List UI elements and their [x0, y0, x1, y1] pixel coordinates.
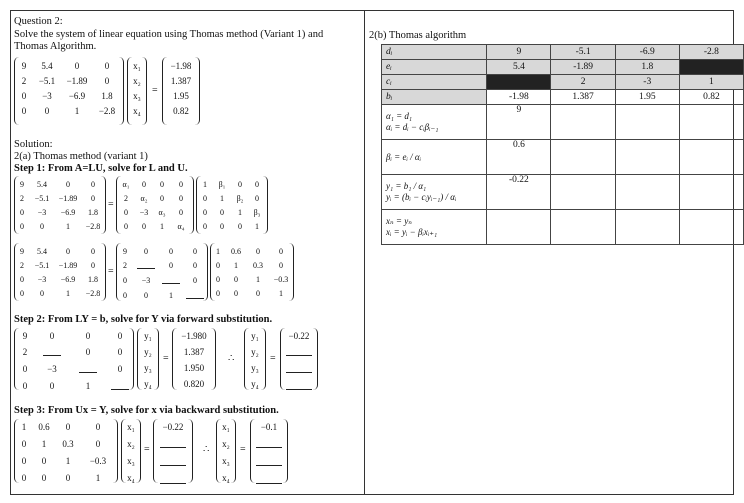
question-title: Question 2: — [14, 16, 63, 27]
matrix-cell — [106, 381, 134, 393]
matrix-cell: x₂ — [127, 439, 135, 449]
matrix-cell: −6.9 — [60, 275, 76, 284]
answer-blank — [160, 457, 186, 466]
step2-y-result-grid — [281, 331, 317, 393]
matrix-cell: 2 — [20, 261, 24, 270]
matrix-cell — [159, 275, 183, 287]
matrix-cell: −0.22 — [288, 331, 310, 341]
table-cell: -1.98 — [487, 90, 551, 105]
matrix-cell: −1.98 — [170, 61, 192, 71]
matrix-cell: 1.8 — [88, 275, 98, 284]
matrix-cell: 5.4 — [37, 180, 47, 189]
matrix-cell: α₄ — [177, 222, 185, 231]
matrix-cell: 0 — [21, 439, 27, 449]
matrix-cell: 1 — [169, 291, 173, 300]
matrix-cell — [70, 364, 106, 376]
matrix-cell: α₃ — [158, 208, 166, 217]
matrix-cell: x₁ — [127, 422, 135, 432]
table-cell: -3 — [615, 75, 679, 90]
table-cell — [615, 210, 679, 245]
matrix-cell: x₄ — [222, 473, 230, 483]
matrix-cell: 9 — [21, 61, 27, 71]
table-cell: -5.1 — [551, 45, 615, 60]
step2-y-labels-grid — [245, 331, 265, 390]
matrix-cell: 0 — [74, 61, 80, 71]
matrix-cell: x₂ — [133, 76, 141, 86]
matrix-cell: 0.82 — [173, 106, 189, 116]
matrix-cell: −5.1 — [34, 194, 50, 203]
matrix-cell: 0 — [203, 222, 207, 231]
table-cell — [551, 140, 615, 175]
table-cell — [679, 140, 743, 175]
matrix-cell: −3 — [37, 275, 47, 284]
matrix-cell: 0 — [117, 347, 123, 357]
matrix-cell: 1 — [256, 275, 260, 284]
matrix-cell — [281, 347, 317, 359]
matrix-cell: 0 — [179, 208, 183, 217]
answer-blank — [286, 364, 312, 373]
matrix-cell: −3 — [141, 276, 151, 285]
row-label: eᵢ — [382, 60, 487, 75]
matrix-cell: x₁ — [222, 422, 230, 432]
matrix-cell: 0 — [144, 291, 148, 300]
question-line-2: Thomas Algorithm. — [14, 41, 97, 52]
matrix-cell: β₃ — [253, 208, 261, 217]
matrix-cell — [281, 364, 317, 376]
matrix-A-grid — [16, 61, 122, 117]
table-cell: 1 — [679, 75, 743, 90]
matrix-cell — [183, 290, 207, 302]
formula-cell: y₁ = b₁ / α₁ yᵢ = (bᵢ − cᵢyᵢ₋₁) / αᵢ — [382, 175, 487, 210]
matrix-cell: 0 — [255, 180, 259, 189]
matrix-cell: 0 — [123, 276, 127, 285]
table-cell — [679, 175, 743, 210]
table-cell — [679, 210, 743, 245]
matrix-cell: 0 — [179, 180, 183, 189]
matrix-cell: −6.9 — [68, 91, 86, 101]
step2-matrix-L-grid — [16, 331, 134, 393]
answer-blank — [43, 347, 61, 356]
thomas-table — [381, 44, 744, 245]
matrix-cell: 1.8 — [88, 208, 98, 217]
matrix-cell: x₁ — [133, 61, 141, 71]
matrix-cell: 0 — [160, 180, 164, 189]
answer-blank — [162, 275, 180, 284]
matrix-cell — [251, 439, 287, 451]
matrix-cell — [34, 347, 70, 359]
matrix-cell: 0 — [234, 275, 238, 284]
step3-x-result-grid — [251, 422, 287, 487]
matrix-cell: 2 — [22, 347, 28, 357]
table-cell: 1.8 — [615, 60, 679, 75]
matrix-cell: 0 — [40, 222, 44, 231]
matrix-cell: β₂ — [236, 194, 244, 203]
matrix-cell: −0.22 — [162, 422, 184, 432]
matrix-cell: 0 — [22, 381, 28, 391]
matrix-cell: 2 — [21, 76, 27, 86]
table-row — [382, 60, 744, 75]
matrix-cell: 0 — [91, 247, 95, 256]
table-cell: 0.6 — [487, 140, 551, 175]
matrix-cell: 1 — [95, 473, 101, 483]
matrix-cell: −3 — [139, 208, 149, 217]
matrix-cell: −0.3 — [273, 275, 289, 284]
table-cell — [551, 210, 615, 245]
matrix-cell: 1.950 — [183, 363, 205, 373]
matrix-cell: 0 — [220, 208, 224, 217]
matrix-cell: 0 — [91, 180, 95, 189]
matrix-cell: −2.8 — [98, 106, 116, 116]
matrix-cell — [154, 475, 192, 487]
matrix-cell: y₃ — [251, 363, 259, 373]
matrix-cell: −1.980 — [181, 331, 207, 341]
matrix-cell: α₁ — [122, 180, 130, 189]
matrix-cell: 0 — [91, 194, 95, 203]
matrix-cell: −5.1 — [38, 76, 56, 86]
matrix-cell: 0.3 — [253, 261, 263, 270]
matrix-cell: 0 — [21, 91, 27, 101]
matrix-cell: 1 — [220, 194, 224, 203]
matrix-cell: y₄ — [144, 379, 152, 389]
matrix-cell: 0 — [124, 222, 128, 231]
answer-blank — [160, 475, 186, 484]
formula-row — [382, 105, 744, 140]
matrix-cell: 5.4 — [41, 61, 53, 71]
matrix-cell: 9 — [22, 331, 28, 341]
matrix-cell: 1 — [65, 456, 71, 466]
matrix-cell: 1 — [66, 222, 70, 231]
matrix-cell — [281, 381, 317, 393]
matrix-cell: 0 — [104, 76, 110, 86]
answer-blank — [256, 457, 282, 466]
matrix-cell: 0 — [238, 180, 242, 189]
matrix-cell: 1 — [216, 247, 220, 256]
matrix-U-symbolic-grid — [197, 179, 265, 232]
step2-vector-y-grid — [138, 331, 158, 390]
matrix-cell: −2.8 — [85, 222, 101, 231]
formula-cell: βᵢ = eᵢ / αᵢ — [382, 140, 487, 175]
matrix-cell: 1 — [21, 422, 27, 432]
part-b-title: 2(b) Thomas algorithm — [369, 30, 467, 41]
matrix-cell: 0 — [256, 289, 260, 298]
matrix-cell: 0 — [279, 261, 283, 270]
matrix-cell: 1.387 — [183, 347, 205, 357]
table-cell — [615, 140, 679, 175]
table-row — [382, 75, 744, 90]
matrix-cell: 0.6 — [231, 247, 241, 256]
matrix-cell: y₂ — [251, 347, 259, 357]
matrix-cell: 0 — [169, 261, 173, 270]
answer-blank — [256, 475, 282, 484]
row-label: cᵢ — [382, 75, 487, 90]
matrix-cell: 0 — [21, 456, 27, 466]
matrix-cell — [251, 457, 287, 469]
matrix-cell: 0 — [142, 180, 146, 189]
matrix-cell: 0 — [160, 194, 164, 203]
formula-cell: xₙ = yₙ xᵢ = yᵢ − βᵢxᵢ₊₁ — [382, 210, 487, 245]
matrix-cell: 1 — [234, 261, 238, 270]
matrix-cell: 0 — [123, 291, 127, 300]
matrix-cell: 0.3 — [62, 439, 74, 449]
matrix-L-numeric-grid — [117, 246, 207, 302]
formula-cell: α₁ = d₁ αᵢ = dᵢ − cᵢβᵢ₋₁ — [382, 105, 487, 140]
matrix-cell: 0 — [21, 106, 27, 116]
matrix-cell: x₃ — [222, 456, 230, 466]
answer-blank — [79, 364, 97, 373]
matrix-cell: 2 — [123, 261, 127, 270]
table-cell: -2.8 — [679, 45, 743, 60]
matrix-cell: 0 — [41, 456, 47, 466]
step3-x-labels-grid — [217, 422, 235, 484]
step-3-heading: Step 3: From Ux = Y, solve for x via backward substitution. — [14, 405, 279, 416]
matrix-cell: 0 — [142, 222, 146, 231]
matrix-cell: y₂ — [144, 347, 152, 357]
row-label: dᵢ — [382, 45, 487, 60]
matrix-cell: 0 — [117, 364, 123, 374]
step-1-heading: Step 1: From A=LU, solve for L and U. — [14, 163, 188, 174]
matrix-cell: y₁ — [251, 331, 259, 341]
formula-row — [382, 140, 744, 175]
matrix-cell: 0 — [44, 106, 50, 116]
matrix-cell: 0 — [85, 331, 91, 341]
part-a-heading: 2(a) Thomas method (variant 1) — [14, 151, 148, 162]
step-2-heading: Step 2: From LY = b, solve for Y via forward substitution. — [14, 314, 273, 325]
matrix-cell: 0 — [179, 194, 183, 203]
matrix-cell — [133, 260, 159, 272]
matrix-cell: 0 — [216, 261, 220, 270]
matrix-cell: 0 — [49, 331, 55, 341]
matrix-cell: −1.89 — [66, 76, 88, 86]
step1-matrix-A-grid — [15, 179, 105, 232]
step2-vector-b-grid — [173, 331, 215, 390]
answer-blank — [286, 381, 312, 390]
matrix-cell: 0 — [66, 247, 70, 256]
matrix-cell: 1 — [160, 222, 164, 231]
table-cell: 1.387 — [551, 90, 615, 105]
column-divider — [364, 11, 365, 494]
matrix-cell: 9 — [20, 180, 24, 189]
matrix-cell: x₄ — [127, 473, 135, 483]
matrix-cell: 0 — [279, 247, 283, 256]
matrix-cell: 0 — [65, 422, 71, 432]
matrix-cell: 0 — [22, 364, 28, 374]
question-line-1: Solve the system of linear equation using Thomas method (Variant 1) and — [14, 29, 324, 40]
matrix-cell: −1.89 — [58, 194, 78, 203]
matrix-cell: 1 — [74, 106, 80, 116]
matrix-cell: −3 — [37, 208, 47, 217]
matrix-cell: 0 — [220, 222, 224, 231]
matrix-cell: 0 — [234, 289, 238, 298]
matrix-cell: 0 — [66, 180, 70, 189]
matrix-cell: −0.1 — [260, 422, 278, 432]
table-row — [382, 45, 744, 60]
matrix-cell: −2.8 — [85, 289, 101, 298]
matrix-cell: 0 — [49, 381, 55, 391]
matrix-cell: x₄ — [133, 106, 141, 116]
matrix-cell: 0 — [85, 347, 91, 357]
matrix-cell: 0 — [203, 208, 207, 217]
table-cell: 9 — [487, 105, 551, 140]
matrix-cell: 0 — [65, 473, 71, 483]
table-cell: -0.22 — [487, 175, 551, 210]
matrix-cell: 1 — [85, 381, 91, 391]
answer-blank — [256, 439, 282, 448]
matrix-cell: 9 — [123, 247, 127, 256]
matrix-cell: 0 — [20, 222, 24, 231]
matrix-cell: x₂ — [222, 439, 230, 449]
matrix-cell — [154, 457, 192, 469]
table-row — [382, 90, 744, 105]
matrix-cell: x₃ — [133, 91, 141, 101]
answer-blank — [111, 381, 129, 390]
matrix-cell: 0.6 — [38, 422, 50, 432]
matrix-cell: 0 — [238, 222, 242, 231]
table-cell — [679, 60, 743, 75]
matrix-cell: −5.1 — [34, 261, 50, 270]
matrix-cell: 0 — [216, 275, 220, 284]
step3-vector-Y-grid — [154, 422, 192, 487]
matrix-cell: 0 — [95, 439, 101, 449]
matrix-cell: 0 — [124, 208, 128, 217]
matrix-cell: 5.4 — [37, 247, 47, 256]
table-cell: -1.89 — [551, 60, 615, 75]
matrix-cell — [251, 475, 287, 487]
matrix-cell: 0 — [104, 61, 110, 71]
matrix-cell: 1 — [238, 208, 242, 217]
table-cell — [551, 105, 615, 140]
matrix-cell: 1 — [66, 289, 70, 298]
matrix-cell: −3 — [42, 91, 52, 101]
matrix-cell: 0 — [193, 261, 197, 270]
matrix-cell: 0 — [203, 194, 207, 203]
matrix-cell: y₁ — [144, 331, 152, 341]
solution-label: Solution: — [14, 139, 53, 150]
vector-b-grid — [163, 61, 199, 117]
matrix-cell: 0 — [255, 194, 259, 203]
answer-blank — [137, 260, 155, 269]
table-cell: 1.95 — [615, 90, 679, 105]
table-cell: 9 — [487, 45, 551, 60]
matrix-cell: 0 — [20, 208, 24, 217]
table-cell — [487, 210, 551, 245]
matrix-cell: 0 — [21, 473, 27, 483]
matrix-cell: 0 — [41, 473, 47, 483]
vector-x-grid — [128, 61, 146, 117]
row-label: bᵢ — [382, 90, 487, 105]
step3-matrix-U-grid — [16, 422, 116, 484]
matrix-cell: 0 — [20, 275, 24, 284]
table-cell — [615, 105, 679, 140]
matrix-cell: 2 — [124, 194, 128, 203]
step1-matrix-A-2-grid — [15, 246, 105, 299]
matrix-cell: x₃ — [127, 456, 135, 466]
matrix-cell: −1.89 — [58, 261, 78, 270]
answer-blank — [286, 347, 312, 356]
matrix-cell: 9 — [20, 247, 24, 256]
matrix-cell: −0.3 — [89, 456, 107, 466]
matrix-cell: 0 — [256, 247, 260, 256]
matrix-cell: 0 — [169, 247, 173, 256]
matrix-cell: 0 — [216, 289, 220, 298]
matrix-cell: 0 — [95, 422, 101, 432]
matrix-cell: −3 — [47, 364, 57, 374]
matrix-cell: 0 — [20, 289, 24, 298]
answer-blank — [160, 439, 186, 448]
matrix-cell: 1 — [279, 289, 283, 298]
matrix-cell: β₁ — [218, 180, 226, 189]
table-cell — [487, 75, 551, 90]
formula-row — [382, 210, 744, 245]
table-cell: 5.4 — [487, 60, 551, 75]
matrix-cell: −6.9 — [60, 208, 76, 217]
table-cell — [615, 175, 679, 210]
matrix-cell: 1.95 — [173, 91, 189, 101]
matrix-cell: 1 — [255, 222, 259, 231]
answer-blank — [186, 290, 204, 299]
table-cell: 0.82 — [679, 90, 743, 105]
formula-row — [382, 175, 744, 210]
matrix-cell: 1.8 — [101, 91, 113, 101]
matrix-cell: 0 — [193, 276, 197, 285]
matrix-cell: 1 — [203, 180, 207, 189]
matrix-L-symbolic-grid — [117, 179, 191, 232]
matrix-cell: y₄ — [251, 379, 259, 389]
matrix-cell: y₃ — [144, 363, 152, 373]
step3-vector-x-grid — [122, 422, 140, 484]
matrix-cell — [154, 439, 192, 451]
table-cell: 2 — [551, 75, 615, 90]
matrix-cell: 0 — [144, 247, 148, 256]
matrix-cell: 1.387 — [170, 76, 192, 86]
table-cell — [679, 105, 743, 140]
matrix-cell: α₂ — [140, 194, 148, 203]
table-cell: -6.9 — [615, 45, 679, 60]
table-cell — [551, 175, 615, 210]
matrix-cell: 0 — [193, 247, 197, 256]
matrix-cell: 2 — [20, 194, 24, 203]
matrix-cell: 1 — [41, 439, 47, 449]
matrix-cell: 0 — [91, 261, 95, 270]
matrix-cell: 0 — [40, 289, 44, 298]
matrix-cell: 0 — [117, 331, 123, 341]
matrix-cell: 0.820 — [183, 379, 205, 389]
matrix-U-numeric-grid — [211, 246, 293, 299]
